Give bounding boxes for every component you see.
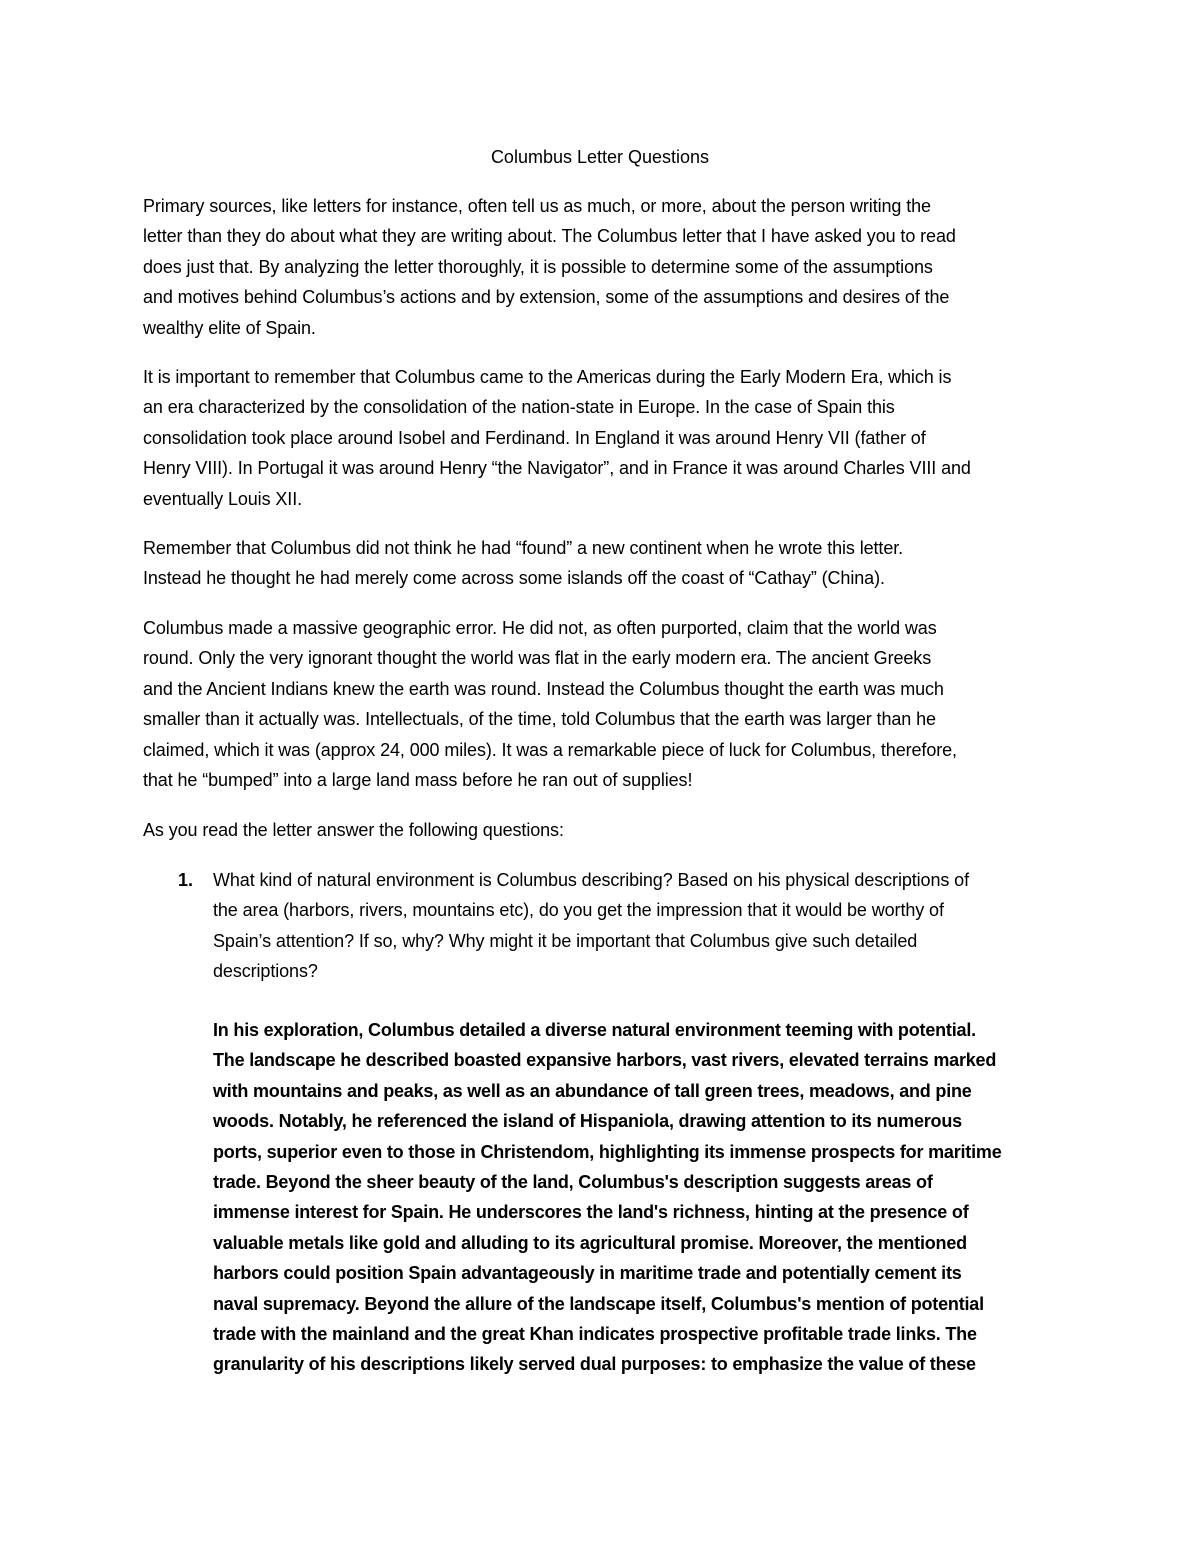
question-text: What kind of natural environment is Columbus describing? Based on his physical descriptions of the area (harbors, rivers, mountains etc), do you get the impression that it would be worthy of Spain’s attention? If so, why? Why might it be important that Columbus give such detailed descriptions?: [213, 870, 969, 982]
answer-text: In his exploration, Columbus detailed a diverse natural environment teeming with potential. The landscape he described boasted expansive harbors, vast rivers, elevated terrains marked with mountains and peaks, as well as an abundance of tall green trees, meadows, and pine woods. Notably, he referenced the island of Hispaniola, drawing attention to its numerous ports, superior even to those in Christendom, highlighting its immense prospects for maritime trade. Beyond the sheer beauty of the land, Columbus's description suggests areas of immense interest for Spain. He underscores the land's richness, hinting at the presence of valuable metals like gold and alluding to its agricultural promise. Moreover, the mentioned harbors could position Spain advantageously in maritime trade and potentially cement its naval supremacy. Beyond the allure of the landscape itself, Columbus's mention of potential trade with the mainland and the great Khan indicates prospective profitable trade links. The granularity of his descriptions likely served dual purposes: to emphasize the value of these: [213, 1020, 1002, 1375]
context-paragraph: It is important to remember that Columbus came to the Americas during the Early Modern Era, which is an era characterized by the consolidation of the nation-state in Europe. In the case of Spain this consolidation took place around Isobel and Ferdinand. In England it was around Henry VII (father of Henry VIII). In Portugal it was around Henry “the Navigator”, and in France it was around Charles VIII and eventually Louis XII.: [143, 367, 971, 509]
page-title: Columbus Letter Questions: [490, 147, 710, 167]
question-number: 1.: [178, 870, 194, 890]
instructions-paragraph: As you read the letter answer the following questions:: [143, 820, 564, 840]
intro-paragraph: Primary sources, like letters for instance, often tell us as much, or more, about the person writing the letter than they do about what they are writing about. The Columbus letter that I have asked you to read does just that. By analyzing the letter thoroughly, it is possible to determine some of the assumptions and motives behind Columbus’s actions and by extension, some of the assumptions and desires of the wealthy elite of Spain.: [143, 196, 956, 338]
reminder-paragraph: Remember that Columbus did not think he had “found” a new continent when he wrote this letter. Instead he thought he had merely come across some islands off the coast of “Cathay” (China).: [143, 538, 904, 589]
geography-paragraph: Columbus made a massive geographic error. He did not, as often purported, claim that the world was round. Only the very ignorant thought the world was flat in the early modern era. The ancient Greeks and the Ancient Indians knew the earth was round. Instead the Columbus thought the earth was much smaller than it actually was. Intellectuals, of the time, told Columbus that the earth was larger than he claimed, which it was (approx 24, 000 miles). It was a remarkable piece of luck for Columbus, therefore, that he “bumped” into a large land mass before he ran out of supplies!: [143, 618, 957, 791]
